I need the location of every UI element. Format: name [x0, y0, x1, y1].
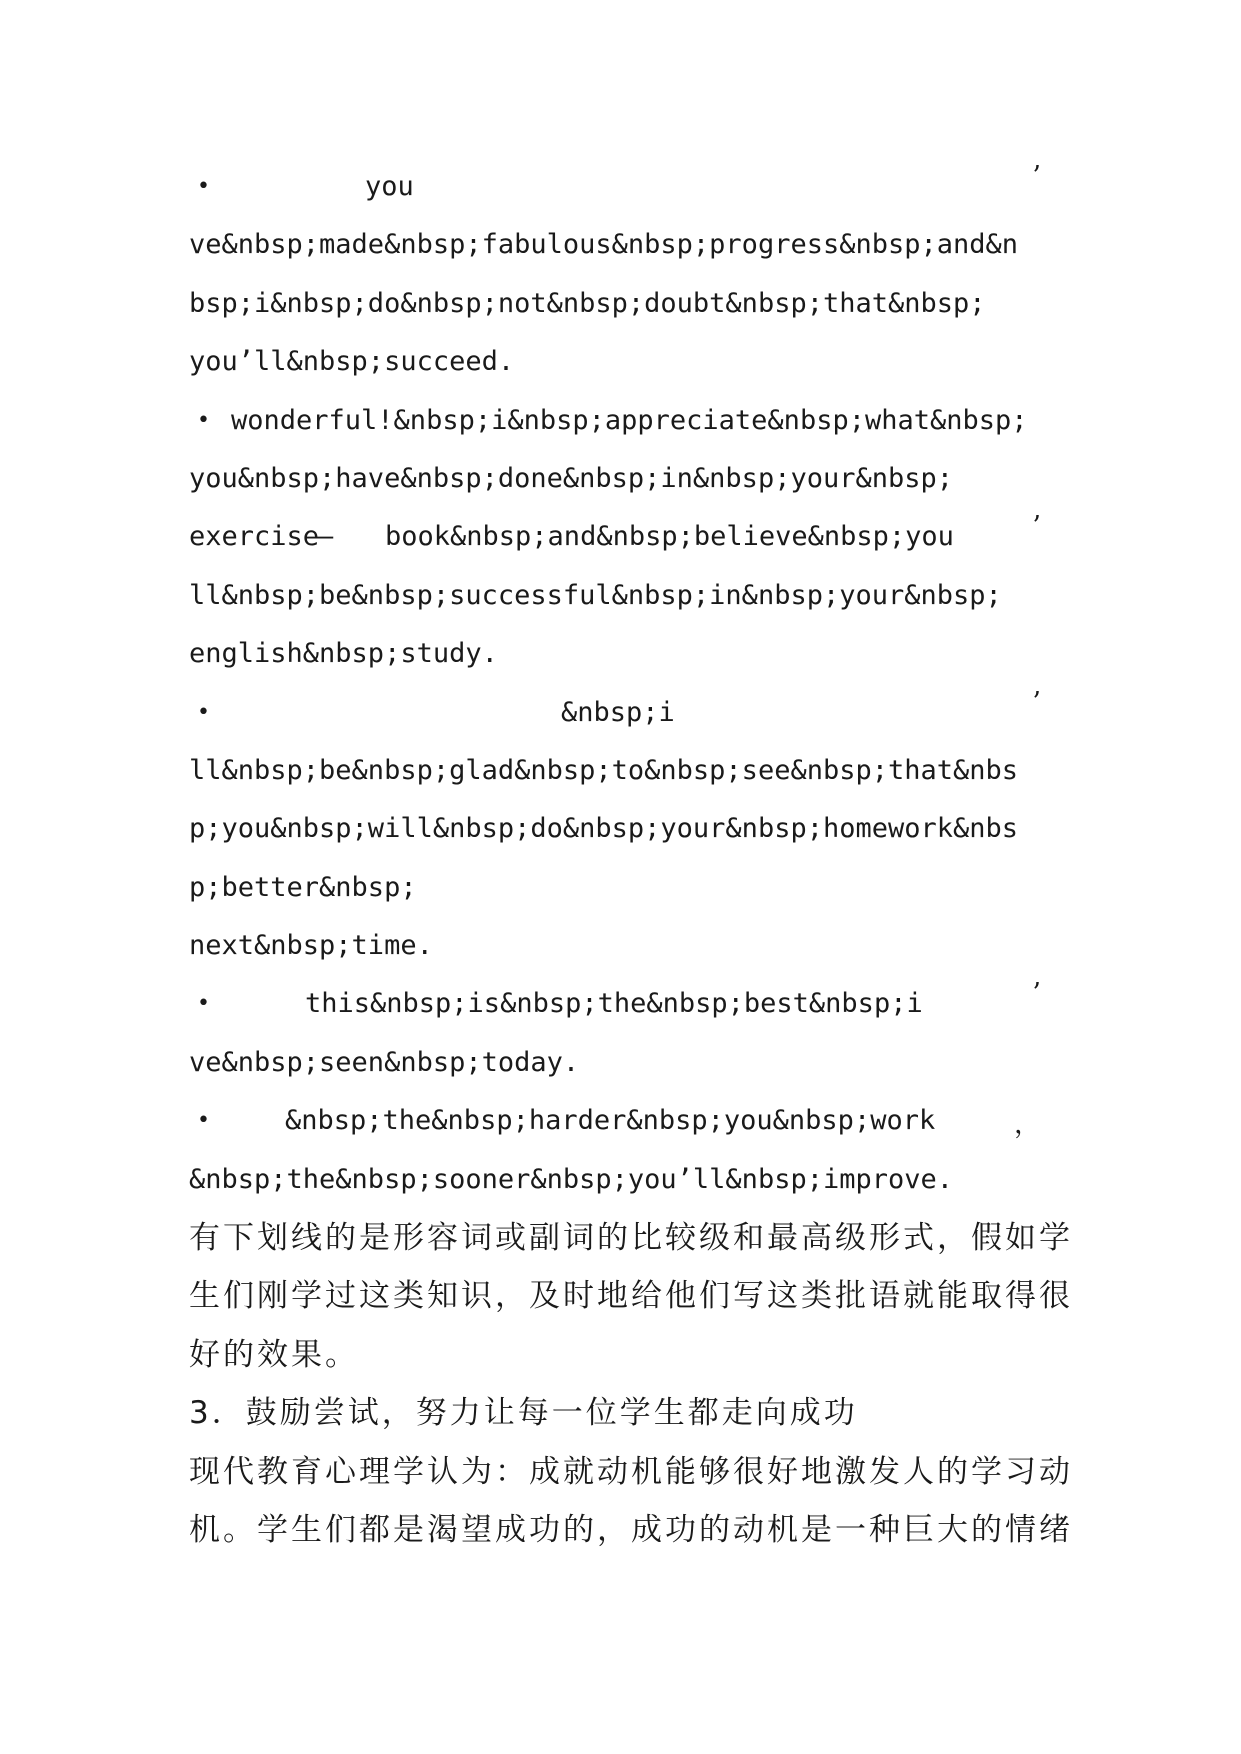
item-text: wonderful!&nbsp;i&nbsp;appreciate&nbsp;what&nbsp; [231, 404, 1028, 436]
item-text: book&nbsp;and&nbsp;believe&nbsp;you [385, 521, 954, 553]
bullet-icon: • [197, 174, 210, 199]
bullet-icon: • [197, 991, 210, 1017]
item-text: ll&nbsp;be&nbsp;successful&nbsp;in&nbsp;your&nbsp; [189, 579, 1002, 611]
bullet-icon: • [197, 699, 210, 725]
list-item [189, 975, 1051, 1033]
apostrophe-mark: ’ [1032, 161, 1041, 192]
paragraph-line: 有下划线的是形容词或副词的比较级和最高级形式，假如学 [189, 1220, 1073, 1257]
item-text: &nbsp;the&nbsp;sooner&nbsp;you’ll&nbsp;improve. [189, 1163, 954, 1195]
paragraph-line: 机。学生们都是渴望成功的，成功的动机是一种巨大的情绪 [189, 1511, 1073, 1548]
item-text: p;better&nbsp; [189, 871, 417, 903]
item-text: you’ll&nbsp;succeed. [189, 346, 515, 378]
item-text: &nbsp;the&nbsp;harder&nbsp;you&nbsp;work [285, 1105, 936, 1137]
bullet-icon: • [197, 1108, 210, 1134]
item-text: p;you&nbsp;will&nbsp;do&nbsp;your&nbsp;homework&nbs [189, 813, 1019, 845]
item-text: exercise [189, 521, 320, 553]
item-text: english&nbsp;study. [189, 638, 498, 670]
item-text: bsp;i&nbsp;do&nbsp;not&nbsp;doubt&nbsp;that&nbsp; [189, 287, 986, 319]
list-item [189, 392, 1051, 450]
item-text: next&nbsp;time. [189, 930, 433, 962]
item-text: &nbsp;i [561, 696, 675, 728]
apostrophe-mark: ’ [1032, 978, 1041, 1010]
item-text: ll&nbsp;be&nbsp;glad&nbsp;to&nbsp;see&nbsp;that&nbs [189, 754, 1019, 786]
dash-mark: — [317, 521, 334, 553]
item-text: you&nbsp;have&nbsp;done&nbsp;in&nbsp;your&nbsp; [189, 462, 954, 494]
apostrophe-mark: ’ [1032, 511, 1041, 543]
list-item [189, 684, 1051, 742]
paragraph-line: 好的效果。 [189, 1336, 359, 1373]
comma-mark: ， [1014, 1109, 1041, 1141]
list-item [189, 158, 1051, 216]
item-text-row [189, 508, 1051, 566]
document-body [189, 158, 1073, 1559]
list-item [189, 1092, 1051, 1150]
apostrophe-mark: ’ [1032, 686, 1041, 718]
item-text: ve&nbsp;made&nbsp;fabulous&nbsp;progress&nbsp;and&n [189, 229, 1019, 261]
bullet-icon: • [197, 407, 210, 433]
item-text: this&nbsp;is&nbsp;the&nbsp;best&nbsp;i [305, 988, 923, 1020]
paragraph-line: 现代教育心理学认为：成就动机能够很好地激发人的学习动 [189, 1453, 1073, 1490]
section-heading: 3．鼓励尝试，努力让每一位学生都走向成功 [189, 1395, 858, 1432]
paragraph-line: 生们刚学过这类知识，及时地给他们写这类批语就能取得很 [189, 1278, 1073, 1315]
item-text: you [365, 171, 414, 202]
item-text: ve&nbsp;seen&nbsp;today. [189, 1046, 580, 1078]
